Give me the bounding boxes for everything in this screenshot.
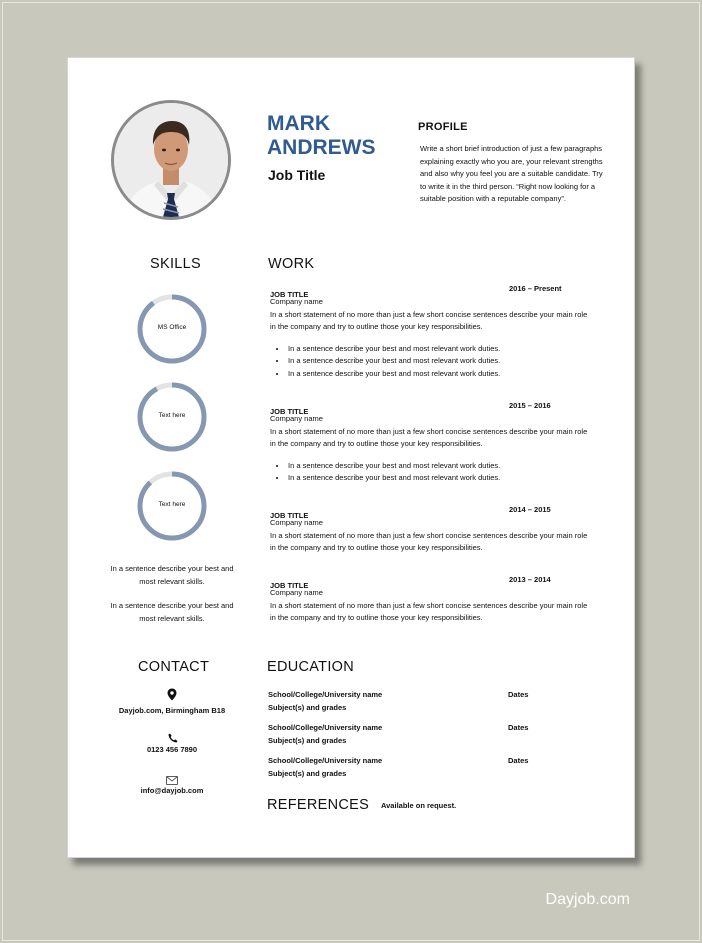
work-summary: In a short statement of no more than just a few short concise sentences describe your main role in the company and try to outline those your key responsibilities. bbox=[270, 530, 588, 552]
person-portrait-icon bbox=[114, 103, 228, 217]
work-entry bbox=[270, 284, 590, 381]
candidate-name bbox=[267, 112, 376, 160]
education-subjects: Subject(s) and grades bbox=[268, 702, 347, 712]
last-name: ANDREWS bbox=[267, 136, 376, 159]
education-school: School/College/University name bbox=[268, 723, 383, 732]
location-pin-icon bbox=[165, 688, 179, 706]
work-company: Company name bbox=[270, 414, 323, 423]
education-entry bbox=[268, 755, 568, 780]
skill-gauge-label: Text here bbox=[158, 412, 186, 419]
references-text: Available on request. bbox=[381, 801, 457, 810]
skills-heading: SKILLS bbox=[150, 256, 201, 272]
skill-gauge bbox=[136, 381, 208, 453]
work-summary: In a short statement of no more than just a few short concise sentences describe your main role in the company and try to outline those your key responsibilities. bbox=[270, 309, 588, 331]
work-dates: 2016 – Present bbox=[509, 284, 562, 293]
work-duty: • In a sentence describe your best and most relevant work duties. bbox=[287, 472, 590, 485]
contact-phone: 0123 456 7890 bbox=[146, 745, 198, 754]
work-duty: • In a sentence describe your best and most relevant work duties. bbox=[287, 368, 590, 381]
work-dates: 2014 – 2015 bbox=[509, 505, 551, 514]
education-heading: EDUCATION bbox=[267, 659, 355, 675]
skill-gauge bbox=[136, 470, 208, 542]
work-company: Company name bbox=[270, 588, 323, 597]
work-heading: WORK bbox=[268, 256, 315, 272]
work-job-title: JOB TITLE bbox=[270, 290, 309, 299]
watermark-logo: Dayjob.com bbox=[545, 891, 630, 908]
work-dates: 2013 – 2014 bbox=[509, 575, 551, 584]
work-duty: • In a sentence describe your best and most relevant work duties. bbox=[287, 460, 590, 473]
education-entry bbox=[268, 722, 568, 747]
work-entry bbox=[270, 505, 590, 555]
education-dates: Dates bbox=[508, 690, 529, 699]
skill-gauge-label: MS Office bbox=[157, 324, 187, 331]
skill-sentence: In a sentence describe your best and most relevant skills. bbox=[110, 564, 234, 586]
work-dates: 2015 – 2016 bbox=[509, 401, 551, 410]
first-name: MARK bbox=[267, 112, 330, 135]
skill-gauge bbox=[136, 293, 208, 365]
work-company: Company name bbox=[270, 297, 323, 306]
work-summary: In a short statement of no more than just a few short concise sentences describe your main role in the company and try to outline those your key responsibilities. bbox=[270, 426, 588, 448]
contact-email: info@dayjob.com bbox=[140, 786, 204, 795]
work-job-title: JOB TITLE bbox=[270, 407, 309, 416]
contact-address: Dayjob.com, Birmingham B18 bbox=[118, 706, 226, 715]
work-duty: • In a sentence describe your best and most relevant work duties. bbox=[287, 343, 590, 356]
work-summary: In a short statement of no more than just a few short concise sentences describe your main role in the company and try to outline those your key responsibilities. bbox=[270, 600, 588, 622]
education-subjects: Subject(s) and grades bbox=[268, 768, 347, 778]
work-duties bbox=[270, 460, 590, 486]
profile-heading: PROFILE bbox=[418, 121, 468, 133]
work-duty: • In a sentence describe your best and most relevant work duties. bbox=[287, 355, 590, 368]
education-dates: Dates bbox=[508, 723, 529, 732]
education-dates: Dates bbox=[508, 756, 529, 765]
contact-heading: CONTACT bbox=[138, 659, 210, 675]
work-company: Company name bbox=[270, 518, 323, 527]
education-school: School/College/University name bbox=[268, 690, 383, 699]
skill-sentence: In a sentence describe your best and most relevant skills. bbox=[110, 601, 234, 623]
education-school: School/College/University name bbox=[268, 756, 383, 765]
work-entry bbox=[270, 401, 590, 485]
skill-gauge-label: Text here bbox=[158, 501, 186, 508]
education-subjects: Subject(s) and grades bbox=[268, 735, 347, 745]
work-job-title: JOB TITLE bbox=[270, 511, 309, 520]
references-heading: REFERENCES bbox=[267, 797, 370, 813]
education-entry bbox=[268, 689, 568, 714]
profile-photo bbox=[111, 100, 231, 220]
work-entry bbox=[270, 575, 590, 625]
profile-text: Write a short brief introduction of just a few paragraphs explaining exactly who you are, your relevant strengths and also why you feel you are a suitable candidate. Try to write it in the third person. “Right now looking for a suitable position with a reputable company”. bbox=[420, 144, 603, 204]
work-duties bbox=[270, 343, 590, 381]
work-job-title: JOB TITLE bbox=[270, 581, 309, 590]
cv-page bbox=[67, 57, 635, 858]
job-title: Job Title bbox=[268, 167, 326, 183]
